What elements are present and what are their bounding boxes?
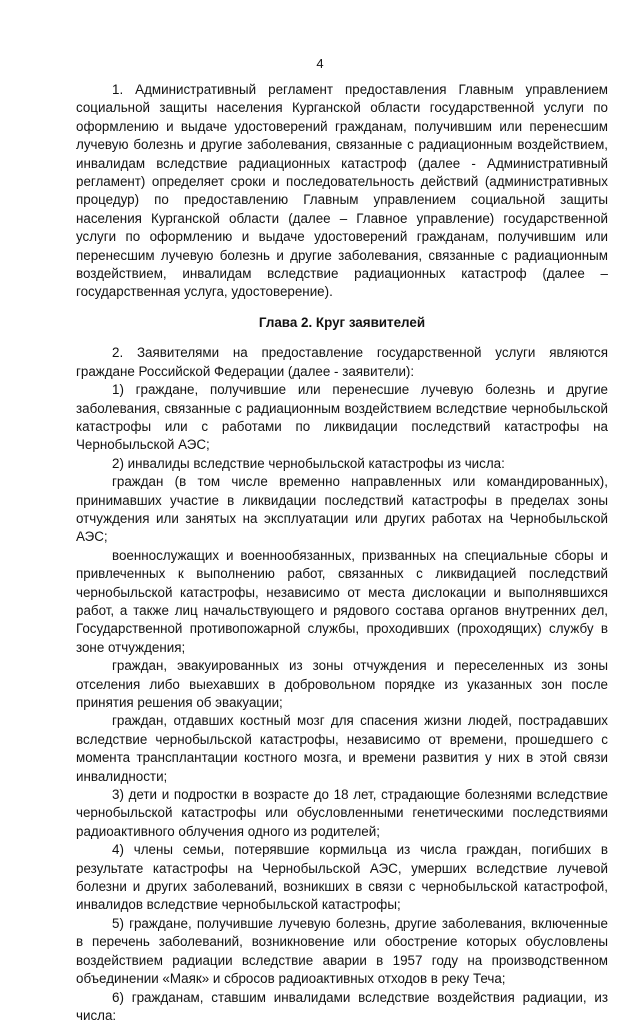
list-item-3: 3) дети и подростки в возрасте до 18 лет, страдающие болезнями вследствие чернобыльской катастрофы или обусловленными генетическими последствиями радиоактивного облучения одного из родителей;: [76, 786, 608, 841]
paragraph-1: 1. Административный регламент предоставления Главным управлением социальной защиты населения Курганской области государственной услуги по оформлению и выдаче удостоверений гражданам, получившим или перенесшим лучевую болезнь и другие заболевания, связанные с радиационным воздействием, инвалидам вследствие радиационных катастроф (далее - Административный регламент) определяет сроки и последовательность действий (административных процедур) по предоставлению Главным управлением социальной защиты населения Курганской области (далее – Главное управление) государственной услуги по оформлению и выдаче удостоверений гражданам, получившим или перенесшим лучевую болезнь и другие заболевания, связанные с радиационным воздействием, инвалидам вследствие радиационных катастроф (далее – государственная услуга, удостоверение).: [76, 81, 608, 302]
list-item-1: 1) граждане, получившие или перенесшие лучевую болезнь и другие заболевания, связанные с радиационным воздействием вследствие чернобыльской катастрофы или с работами по ликвидации последствий катастрофы на Чернобыльской АЭС;: [76, 381, 608, 455]
paragraph-2: 2. Заявителями на предоставление государственной услуги являются граждане Российской Федерации (далее - заявители):: [76, 344, 608, 381]
sub-item-donors: граждан, отдавших костный мозг для спасения жизни людей, пострадавших вследствие чернобыльской катастрофы, независимо от времени, прошедшего с момента трансплантации костного мозга, и времени развития у них в этой связи инвалидности;: [76, 712, 608, 786]
sub-item-participants: граждан (в том числе временно направленных или командированных), принимавших участие в ликвидации последствий катастрофы в пределах зоны отчуждения или занятых на эксплуатации или других работах на Чернобыльской АЭС;: [76, 473, 608, 547]
list-item-6: 6) гражданам, ставшим инвалидами вследствие воздействия радиации, из числа:: [76, 989, 608, 1025]
list-item-4: 4) члены семьи, потерявшие кормильца из числа граждан, погибших в результате катастрофы на Чернобыльской АЭС, умерших вследствие лучевой болезни и других заболеваний, возникших в связи с чернобыльской катастрофой, инвалидов вследствие чернобыльской катастрофы;: [76, 841, 608, 915]
sub-item-evacuated: граждан, эвакуированных из зоны отчуждения и переселенных из зоны отселения либо выехавших в добровольном порядке из указанных зон после принятия решения об эвакуации;: [76, 657, 608, 712]
list-item-5: 5) граждане, получившие лучевую болезнь, другие заболевания, включенные в перечень заболеваний, возникновение или обострение которых обусловлены воздействием радиации вследствие аварии в 1957 году на производственном объединении «Маяк» и сбросов радиоактивных отходов в реку Теча;: [76, 915, 608, 989]
page-number: 4: [0, 56, 640, 71]
chapter-heading: Глава 2. Круг заявителей: [76, 314, 608, 332]
list-item-2: 2) инвалиды вследствие чернобыльской катастрофы из числа:: [76, 455, 608, 473]
document-body: [76, 81, 608, 1025]
sub-item-military: военнослужащих и военнообязанных, призванных на специальные сборы и привлеченных к выполнению работ, связанных с ликвидацией последствий чернобыльской катастрофы, независимо от места дислокации и выполнявшихся работ, а также лиц начальствующего и рядового состава органов внутренних дел, Государственной противопожарной службы, проходивших (проходящих) службу в зоне отчуждения;: [76, 547, 608, 657]
